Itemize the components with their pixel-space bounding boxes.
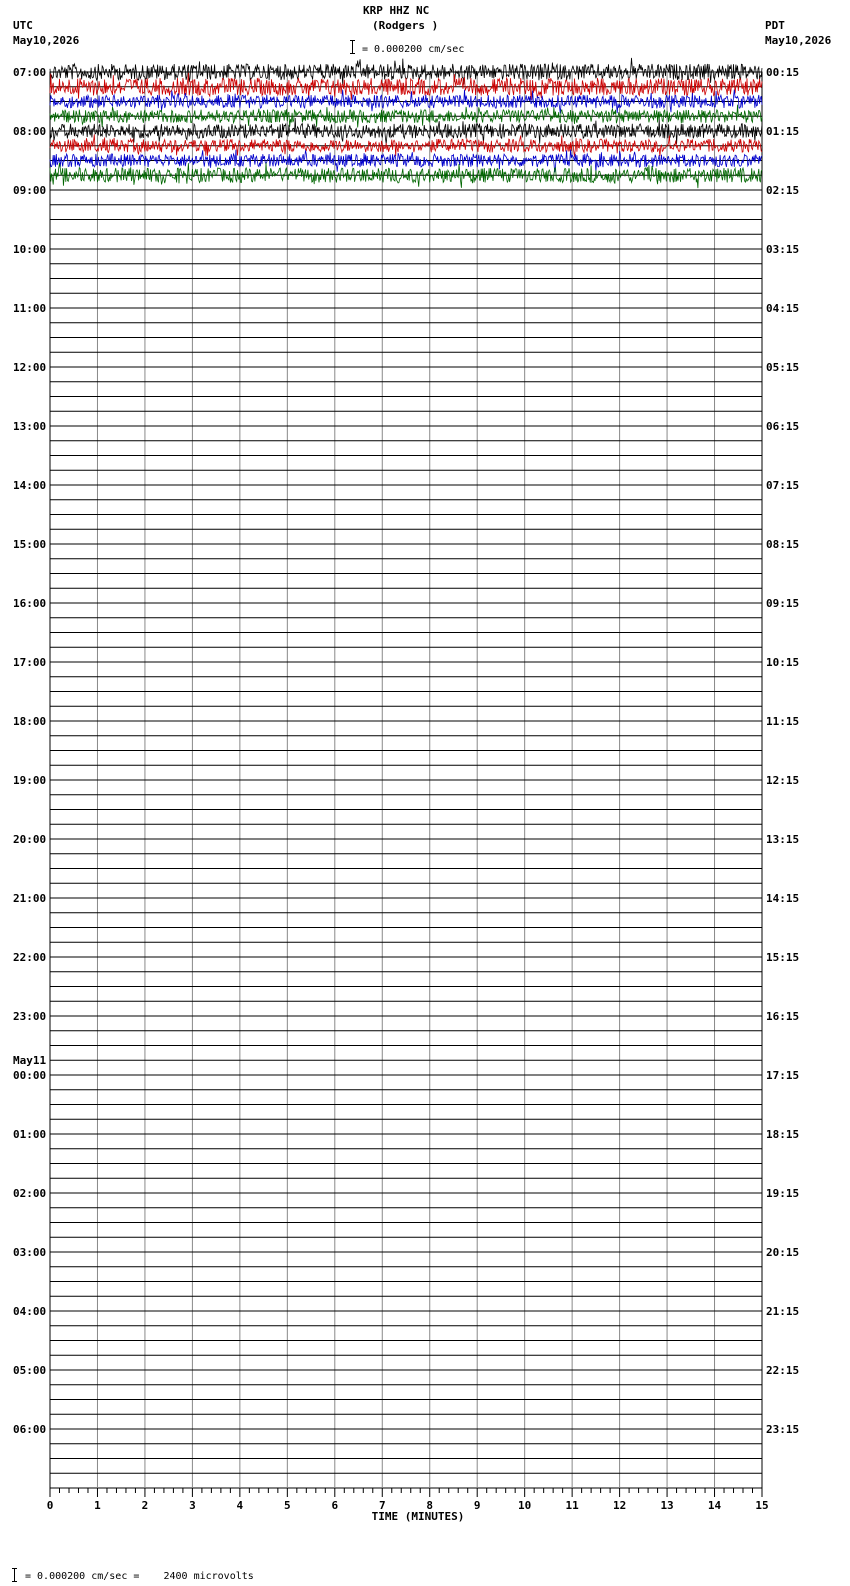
pdt-hour-label: 14:15 (766, 892, 800, 905)
utc-hour-label: 12:00 (13, 361, 47, 374)
utc-hour-label: 15:00 (13, 538, 47, 551)
footer-scale-bar-icon (12, 1567, 17, 1581)
pdt-hour-label: 23:15 (766, 1423, 800, 1436)
pdt-hour-label: 11:15 (766, 715, 800, 728)
utc-hour-label: 23:00 (13, 1010, 47, 1023)
pdt-hour-label: 17:15 (766, 1069, 800, 1082)
utc-hour-label: 19:00 (13, 774, 47, 787)
utc-hour-label: 22:00 (13, 951, 47, 964)
x-tick-label: 13 (660, 1499, 674, 1512)
pdt-hour-label: 04:15 (766, 302, 800, 315)
utc-hour-label: 06:00 (13, 1423, 47, 1436)
x-axis-label: TIME (MINUTES) (371, 1510, 465, 1523)
left-date: May10,2026 (13, 34, 80, 47)
pdt-hour-label: 08:15 (766, 538, 800, 551)
x-tick-label: 12 (612, 1499, 627, 1512)
pdt-hour-label: 03:15 (766, 243, 800, 256)
pdt-hour-label: 01:15 (766, 125, 800, 138)
utc-hour-label: 10:00 (13, 243, 47, 256)
x-tick-label: 11 (565, 1499, 579, 1512)
utc-hour-label: 16:00 (13, 597, 47, 610)
right-timezone: PDT (765, 19, 785, 32)
utc-hour-label: 08:00 (13, 125, 47, 138)
station-title: KRP HHZ NC (363, 4, 430, 17)
utc-hour-label: 18:00 (13, 715, 47, 728)
x-tick-label: 15 (755, 1499, 769, 1512)
x-tick-label: 0 (46, 1499, 54, 1512)
utc-hour-label: 02:00 (13, 1187, 47, 1200)
utc-hour-label: 07:00 (13, 66, 47, 79)
pdt-hour-label: 16:15 (766, 1010, 800, 1023)
utc-hour-label: 21:00 (13, 892, 47, 905)
pdt-hour-label: 18:15 (766, 1128, 800, 1141)
utc-hour-label: 14:00 (13, 479, 47, 492)
x-tick-label: 2 (141, 1499, 149, 1512)
utc-hour-label: 17:00 (13, 656, 47, 669)
utc-hour-label: 03:00 (13, 1246, 47, 1259)
x-tick-label: 7 (378, 1499, 386, 1512)
utc-hour-label: 20:00 (13, 833, 47, 846)
pdt-hour-label: 02:15 (766, 184, 800, 197)
pdt-hour-label: 06:15 (766, 420, 800, 433)
pdt-hour-label: 10:15 (766, 656, 800, 669)
pdt-hour-label: 15:15 (766, 951, 800, 964)
site-title: (Rodgers ) (372, 19, 439, 32)
date-change-label: May11 (13, 1054, 47, 1067)
pdt-hour-label: 00:15 (766, 66, 800, 79)
pdt-hour-label: 22:15 (766, 1364, 800, 1377)
right-date: May10,2026 (765, 34, 832, 47)
x-tick-label: 10 (518, 1499, 532, 1512)
x-tick-label: 5 (284, 1499, 291, 1512)
x-tick-label: 8 (426, 1499, 434, 1512)
pdt-hour-label: 19:15 (766, 1187, 800, 1200)
utc-hour-label: 01:00 (13, 1128, 47, 1141)
scale-label: = 0.000200 cm/sec (362, 44, 465, 55)
utc-hour-label: 00:00 (13, 1069, 47, 1082)
pdt-hour-label: 07:15 (766, 479, 800, 492)
pdt-hour-label: 12:15 (766, 774, 800, 787)
x-tick-label: 4 (236, 1499, 244, 1512)
pdt-hour-label: 20:15 (766, 1246, 800, 1259)
utc-hour-label: 13:00 (13, 420, 47, 433)
x-tick-label: 9 (473, 1499, 481, 1512)
utc-hour-label: 05:00 (13, 1364, 47, 1377)
utc-hour-label: 11:00 (13, 302, 47, 315)
utc-hour-label: 04:00 (13, 1305, 47, 1318)
x-tick-label: 1 (94, 1499, 101, 1512)
pdt-hour-label: 09:15 (766, 597, 800, 610)
x-tick-label: 3 (189, 1499, 196, 1512)
pdt-hour-label: 21:15 (766, 1305, 800, 1318)
utc-hour-label: 09:00 (13, 184, 47, 197)
pdt-hour-label: 13:15 (766, 833, 800, 846)
pdt-hour-label: 05:15 (766, 361, 800, 374)
x-tick-label: 6 (331, 1499, 339, 1512)
footer-scale-note: = 0.000200 cm/sec = 2400 microvolts (25, 1571, 254, 1582)
x-tick-label: 14 (707, 1499, 722, 1512)
left-timezone: UTC (13, 19, 33, 32)
